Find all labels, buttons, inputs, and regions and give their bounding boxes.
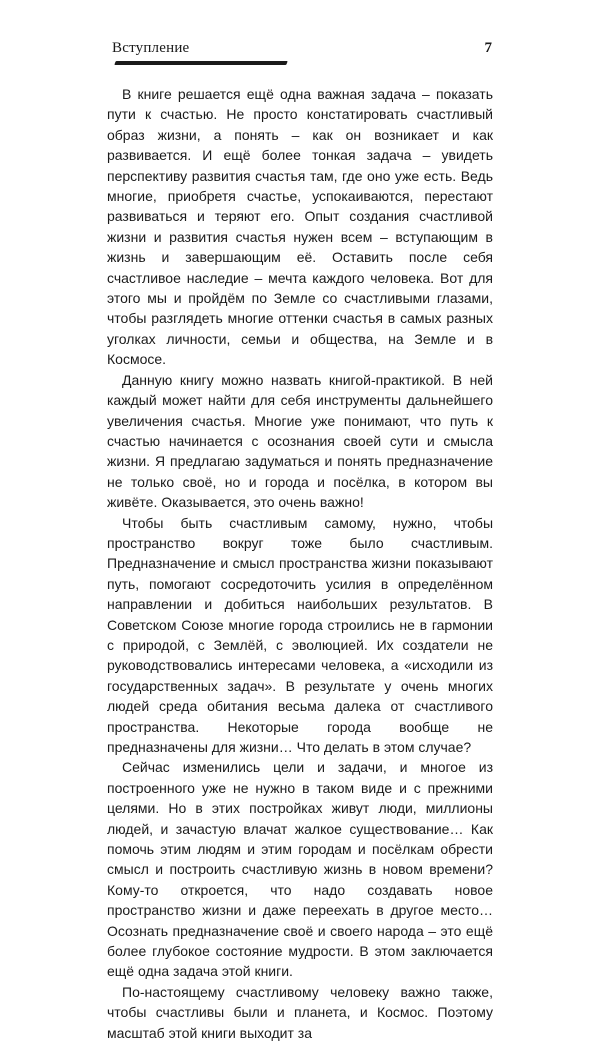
paragraph: В книге решается ещё одна важная задача – показать пути к счастью. Не просто констатировать счастливый образ жизни, а понять – как он возникает и как развивается. И ещё более тонкая задача – увидеть перспективу развития счастья там, где оно уже есть. Ведь многие, приобретя счастье, успокаиваются, перестают развиваться и теряют его. Опыт создания счастливой жизни и развития счастья нужен всем – вступающим в жизнь и завершающим её. Оставить после себя счастливое наследие – мечта каждого человека. Вот для этого мы и пройдём по Земле со счастливыми глазами, чтобы разглядеть многие оттенки счастья в самых разных уголках личности, семьи и общества, на Земле и в Космосе. — [107, 86, 493, 368]
paragraph: По-настоящему счастливому человеку важно также, чтобы счастливы были и планета, и Космос. Поэтому масштаб этой книги выходит за — [107, 983, 493, 1041]
page-number: 7 — [484, 40, 492, 56]
header-rule — [114, 61, 287, 65]
running-head: Вступление — [112, 40, 190, 56]
paragraph: Сейчас изменились цели и задачи, и многое из построенного уже не нужно в таком виде и с прежними целями. Но в этих постройках живут люди, миллионы людей, и зачастую влачат жалкое существование… Как помочь этим людям и этим городам и посёлкам обрести смысл и построить счастливую жизнь в новом времени? Кому-то откроется, что надо создавать новое пространство жизни и даже переехать в другое место… Осознать предназначение своё и своего народа – это ещё более глубокое состояние мудрости. В этом заключается ещё одна задача этой книги. — [107, 759, 493, 980]
paragraph: Данную книгу можно назвать книгой-практикой. В ней каждый может найти для себя инструменты дальнейшего увеличения счастья. Многие уже понимают, что путь к счастью начинается с осознания своей сути и смысла жизни. Я предлагаю задуматься и понять предназначение не только своё, но и города и посёлка, в котором вы живёте. Оказывается, это очень важно! — [107, 371, 493, 511]
body-text — [107, 84, 493, 1043]
paragraph: Чтобы быть счастливым самому, нужно, чтобы пространство вокруг тоже было счастливым. Предназначение и смысл пространства жизни показывают путь, помогают сосредоточить усилия в определённом направлении и добиться наибольших результатов. В Советском Союзе многие города строились не в гармонии с природой, с Землёй, с эволюцией. Их создатели не руководствовались интересами человека, а «исходили из государственных задач». В результате у очень многих людей среда обитания весьма далека от счастливого пространства. Некоторые города вообще не предназначены для жизни… Что делать в этом случае? — [107, 514, 493, 755]
